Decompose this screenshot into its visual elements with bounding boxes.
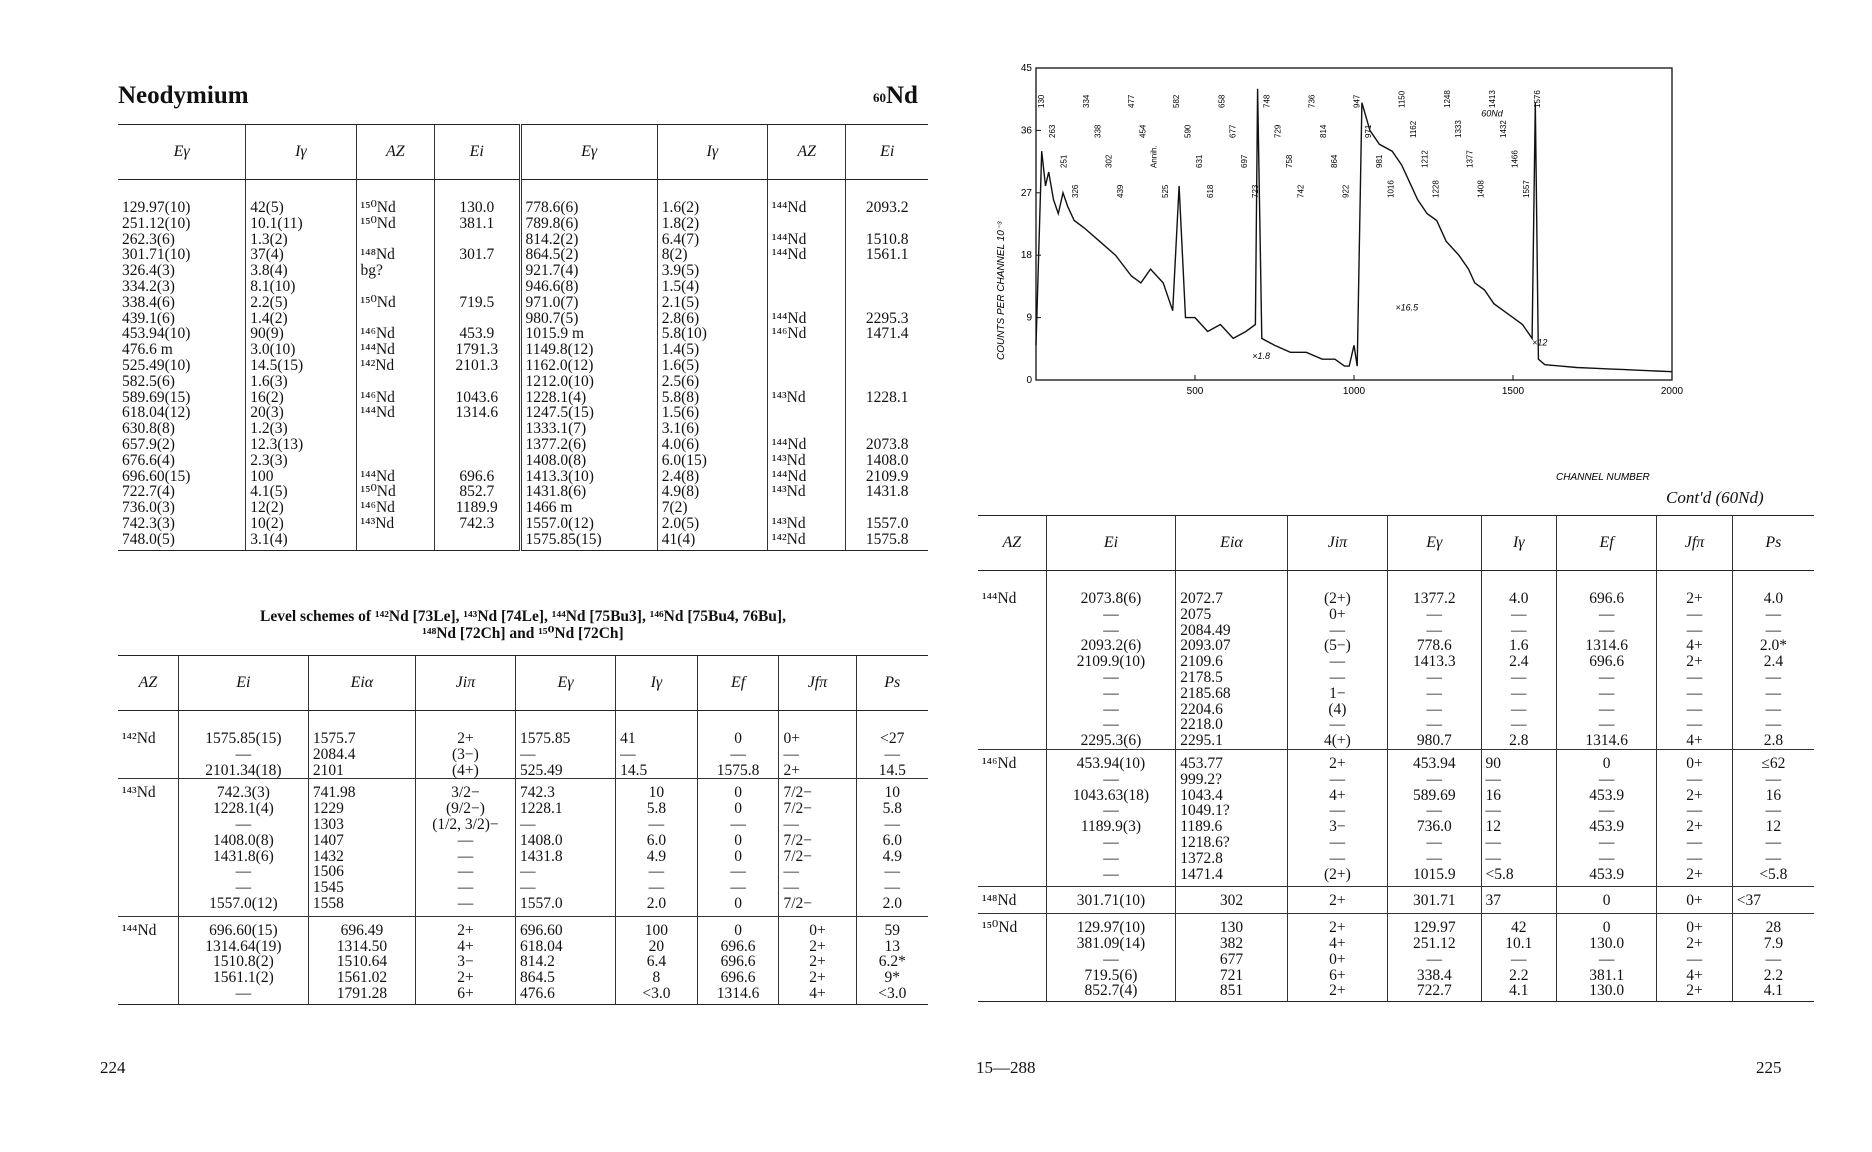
group-ji: 2+ 4+ 3− 2+ 6+ bbox=[415, 916, 515, 1004]
level-group-146nd bbox=[978, 749, 1814, 886]
x-tick-label: 1000 bbox=[1342, 386, 1366, 397]
peak-label: 326 bbox=[1070, 184, 1080, 198]
element-label: Nd bbox=[886, 82, 918, 109]
ei-col-2: 2093.2 1510.8 1561.1 2295.3 1471.4 1228.1 2073.8 1408.0 2109.9 1431.8 1557.0 1575.8 bbox=[846, 180, 928, 551]
group-az: ¹⁴²Nd bbox=[122, 730, 156, 747]
peak-label: 525 bbox=[1161, 184, 1170, 198]
group-ei: 129.97(10) 381.09(14) — 719.5(6) 852.7(4) bbox=[1046, 914, 1176, 1002]
group-az: ¹⁴⁴Nd bbox=[982, 590, 1017, 607]
peak-label: 736 bbox=[1307, 94, 1317, 108]
group-ef: 0 — 453.9 — 453.9 — — 453.9 bbox=[1557, 749, 1657, 886]
group-i-gamma: 37 bbox=[1481, 887, 1556, 914]
header-i-gamma: Iγ bbox=[1481, 516, 1556, 571]
y-tick-label: 18 bbox=[1020, 250, 1032, 262]
header-ef: Ef bbox=[1557, 516, 1657, 571]
x-tick-label: 500 bbox=[1186, 386, 1204, 397]
peak-label: 1576 bbox=[1533, 90, 1542, 108]
atomic-number: 60 bbox=[873, 90, 886, 105]
group-i-gamma: 100 20 6.4 8 <3.0 bbox=[616, 916, 698, 1004]
group-ei-alpha: 302 bbox=[1176, 887, 1288, 914]
group-e-gamma: 453.94 — 589.69 — 736.0 — — 1015.9 bbox=[1388, 749, 1482, 886]
header-az: AZ bbox=[978, 516, 1046, 571]
gamma-table-body bbox=[118, 180, 928, 551]
gamma-table bbox=[118, 124, 928, 551]
gamma-spectrum-chart bbox=[986, 60, 1726, 480]
peak-label: 1016 bbox=[1386, 180, 1396, 198]
peak-label: 1466 bbox=[1510, 150, 1520, 168]
group-az: ¹⁴³Nd bbox=[118, 779, 178, 916]
group-i-gamma: 4.0 — — 1.6 2.4 — — — — 2.8 bbox=[1481, 571, 1556, 750]
group-jf: 0+ 2+ 2+ 2+ 4+ bbox=[779, 916, 856, 1004]
group-ps: ≤62 — 16 — 12 — — <5.8 bbox=[1732, 749, 1814, 886]
e-gamma-col: 129.97(10) 251.12(10) 262.3(6) 301.71(10) 326.4(3) 334.2(3) 338.4(6) 439.1(6) 453.94(10) 476.6 m 525.49(10) 582.5(6) 589.69(15) 618.04(12) 630.8(8) 657.9(2) 676.6(4) 696.60(15) 722.7(4) 736.0(3) 742.3(3) 748.0(5) bbox=[118, 180, 246, 551]
level-table-header bbox=[118, 656, 928, 711]
group-ei: 453.94(10) — 1043.63(18) — 1189.9(3) — — — bbox=[1046, 749, 1176, 886]
level-group-150nd bbox=[978, 914, 1814, 1002]
group-az: ¹⁴⁸Nd bbox=[978, 887, 1046, 914]
group-e-gamma: 129.97 251.12 — 338.4 722.7 bbox=[1388, 914, 1482, 1002]
group-ji: 2+ bbox=[1287, 887, 1387, 914]
peak-label: 334 bbox=[1082, 94, 1091, 108]
group-jf: 0+ 2+ — 4+ 2+ bbox=[1657, 914, 1732, 1002]
chart-annotations bbox=[1252, 109, 1547, 362]
y-tick-label: 0 bbox=[1026, 375, 1032, 386]
header-e-gamma-2: Eγ bbox=[520, 125, 657, 180]
header-e-gamma: Eγ bbox=[515, 656, 615, 711]
chart-axes bbox=[1036, 68, 1672, 380]
group-jf: 0+ — 2+ — 2+ — — 2+ bbox=[1657, 749, 1732, 886]
group-jf: 2+ — — 4+ 2+ — — — — 4+ bbox=[1657, 571, 1732, 750]
peak-label: 723 bbox=[1251, 184, 1261, 198]
peak-label: 814 bbox=[1318, 124, 1328, 138]
group-i-gamma: 10 5.8 — 6.0 4.9 — — 2.0 bbox=[616, 779, 698, 916]
peak-label: 971 bbox=[1363, 124, 1373, 138]
element-symbol bbox=[873, 82, 918, 110]
level-schemes-caption bbox=[118, 608, 928, 642]
level-group-142nd bbox=[118, 711, 928, 779]
peak-label: 981 bbox=[1375, 154, 1385, 168]
peak-label: 338 bbox=[1093, 124, 1103, 138]
peak-label: 677 bbox=[1228, 124, 1238, 138]
header-i-gamma: Iγ bbox=[616, 656, 698, 711]
az-col: ¹⁵⁰Nd ¹⁵⁰Nd ¹⁴⁸Nd bg? ¹⁵⁰Nd ¹⁴⁶Nd ¹⁴⁴Nd ¹⁴²Nd ¹⁴⁶Nd ¹⁴⁴Nd ¹⁴⁴Nd ¹⁵⁰Nd ¹⁴⁶Nd ¹⁴³Nd bbox=[356, 180, 434, 551]
peak-label: 1557 bbox=[1521, 180, 1531, 198]
header-ei: Ei bbox=[435, 125, 521, 180]
group-ei-alpha: 1575.7 2084.4 2101 bbox=[308, 711, 415, 779]
page-number: 224 bbox=[100, 1058, 126, 1077]
header-ef: Ef bbox=[697, 656, 779, 711]
y-axis-label: COUNTS PER CHANNEL 10⁻³ bbox=[996, 221, 1007, 360]
peak-label: 1377 bbox=[1465, 150, 1475, 168]
group-ji: 3/2− (9/2−) (1/2, 3/2)− — — — — — bbox=[415, 779, 515, 916]
peak-label: 618 bbox=[1206, 184, 1216, 198]
x-tick-label: 1500 bbox=[1501, 386, 1525, 397]
group-ps: 10 5.8 — 6.0 4.9 — — 2.0 bbox=[856, 779, 928, 916]
group-ei: 1575.85(15) — 2101.34(18) bbox=[178, 711, 308, 779]
y-tick-label: 9 bbox=[1026, 312, 1032, 324]
header-e-gamma: Eγ bbox=[1388, 516, 1482, 571]
group-az: ¹⁴⁴Nd bbox=[118, 916, 178, 1004]
peak-label: 454 bbox=[1138, 124, 1148, 138]
chart-annotation: ×16.5 bbox=[1395, 302, 1419, 313]
y-tick-label: 45 bbox=[1020, 63, 1032, 74]
group-i-gamma: 42 10.1 — 2.2 4.1 bbox=[1481, 914, 1556, 1002]
header-i-gamma: Iγ bbox=[246, 125, 356, 180]
group-ps: 28 7.9 — 2.2 4.1 bbox=[1732, 914, 1814, 1002]
group-jf: 7/2− 7/2− — 7/2− 7/2− — — 7/2− bbox=[779, 779, 856, 916]
peak-label: 1212 bbox=[1420, 150, 1430, 168]
group-jf: 0+ — 2+ bbox=[779, 711, 856, 779]
peak-label: 302 bbox=[1104, 154, 1114, 168]
group-ji: (2+) 0+ — (5−) — — 1− (4) — 4(+) bbox=[1287, 571, 1387, 750]
header-ei: Ei bbox=[178, 656, 308, 711]
i-gamma-col-2: 1.6(2) 1.8(2) 6.4(7) 8(2) 3.9(5) 1.5(4) 2.1(5) 2.8(6) 5.8(10) 1.4(5) 1.6(5) 2.5(6) 5.8(8) 1.5(6) 3.1(6) 4.0(6) 6.0(15) 2.4(8) 4.9(8) 7(2) 2.0(5) 41(4) bbox=[657, 180, 767, 551]
peak-label: 864 bbox=[1330, 154, 1340, 168]
group-e-gamma: 696.60 618.04 814.2 864.5 476.6 bbox=[515, 916, 615, 1004]
peak-label: 1408 bbox=[1476, 180, 1486, 198]
group-ei-alpha: 696.49 1314.50 1510.64 1561.02 1791.28 bbox=[308, 916, 415, 1004]
x-tick-label: 2000 bbox=[1660, 386, 1684, 397]
caption-line-2: ¹⁴⁸Nd [72Ch] and ¹⁵⁰Nd [72Ch] bbox=[422, 625, 624, 642]
group-ei: 2073.8(6) — — 2093.2(6) 2109.9(10) — — — — 2295.3(6) bbox=[1046, 571, 1176, 750]
peak-label: 1162 bbox=[1409, 120, 1418, 138]
peak-label: 1413 bbox=[1487, 90, 1497, 108]
az-col-2: ¹⁴⁴Nd ¹⁴⁴Nd ¹⁴⁴Nd ¹⁴⁴Nd ¹⁴⁶Nd ¹⁴³Nd ¹⁴⁴Nd ¹⁴³Nd ¹⁴⁴Nd ¹⁴³Nd ¹⁴³Nd ¹⁴²Nd bbox=[767, 180, 845, 551]
peak-label: 251 bbox=[1059, 154, 1069, 168]
header-jf: Jfπ bbox=[1657, 516, 1732, 571]
signature-mark: 15—288 bbox=[976, 1058, 1036, 1077]
group-ef: 0 0 — 0 0 — — 0 bbox=[697, 779, 779, 916]
peak-label: 263 bbox=[1048, 124, 1058, 138]
level-group-143nd bbox=[118, 779, 928, 916]
level-group-148nd bbox=[978, 887, 1814, 914]
group-i-gamma: 41 — 14.5 bbox=[616, 711, 698, 779]
page-title: Neodymium bbox=[118, 82, 249, 109]
group-ef: 0 bbox=[1557, 887, 1657, 914]
peak-label: 1150 bbox=[1397, 90, 1407, 108]
group-ji: 2+ (3−) (4+) bbox=[415, 711, 515, 779]
peak-label: 697 bbox=[1239, 154, 1249, 168]
e-gamma-col-2: 778.6(6) 789.8(6) 814.2(2) 864.5(2) 921.7(4) 946.6(8) 971.0(7) 980.7(5) 1015.9 m 1149.8(12) 1162.0(12) 1212.0(10) 1228.1(4) 1247.5(15) 1333.1(7) 1377.2(6) 1408.0(8) 1413.3(10) 1431.8(6) 1466 m 1557.0(12) 1575.85(15) bbox=[520, 180, 657, 551]
plot-frame bbox=[1036, 68, 1672, 380]
group-az: ¹⁴⁶Nd bbox=[978, 749, 1046, 886]
group-e-gamma: 301.71 bbox=[1388, 887, 1482, 914]
group-ji: 2+ — 4+ — 3− — — (2+) bbox=[1287, 749, 1387, 886]
group-i-gamma: 90 — 16 — 12 — — <5.8 bbox=[1481, 749, 1556, 886]
peak-label: 477 bbox=[1127, 94, 1137, 108]
peak-label: 1432 bbox=[1499, 120, 1509, 138]
i-gamma-col: 42(5) 10.1(11) 1.3(2) 37(4) 3.8(4) 8.1(10) 2.2(5) 1.4(2) 90(9) 3.0(10) 14.5(15) 1.6(3) 16(2) 20(3) 1.2(3) 12.3(13) 2.3(3) 100 4.1(5) 12(2) 10(2) 3.1(4) bbox=[246, 180, 356, 551]
group-ei: 742.3(3) 1228.1(4) — 1408.0(8) 1431.8(6) — — 1557.0(12) bbox=[178, 779, 308, 916]
header-ps: Ps bbox=[1732, 516, 1814, 571]
right-page bbox=[936, 0, 1872, 1152]
y-tick-label: 27 bbox=[1020, 187, 1032, 199]
header-ji: Jiπ bbox=[415, 656, 515, 711]
chart-annotation: ×1.8 bbox=[1252, 351, 1271, 362]
group-ei-alpha: 2072.7 2075 2084.49 2093.07 2109.6 2178.5 2185.68 2204.6 2218.0 2295.1 bbox=[1176, 571, 1288, 750]
peak-label: 748 bbox=[1262, 94, 1272, 108]
peak-label: 1228 bbox=[1431, 180, 1441, 198]
continued-label: Cont'd (60Nd) bbox=[1666, 488, 1764, 507]
header-ei-alpha: Eiα bbox=[1176, 516, 1288, 571]
header-az: AZ bbox=[118, 656, 178, 711]
peak-label: 1333 bbox=[1454, 120, 1464, 138]
level-group-144nd bbox=[118, 916, 928, 1004]
group-jf: 0+ bbox=[1657, 887, 1732, 914]
level-scheme-table-left bbox=[118, 655, 928, 1005]
group-ei: 696.60(15) 1314.64(19) 1510.8(2) 1561.1(2) — bbox=[178, 916, 308, 1004]
peak-label: 729 bbox=[1273, 124, 1283, 138]
group-e-gamma: 1575.85 — 525.49 bbox=[515, 711, 615, 779]
peak-label: 1248 bbox=[1442, 90, 1452, 108]
group-e-gamma: 1377.2 — — 778.6 1413.3 — — — — 980.7 bbox=[1388, 571, 1482, 750]
caption-line-1: Level schemes of ¹⁴²Nd [73Le], ¹⁴³Nd [74Le], ¹⁴⁴Nd [75Bu3], ¹⁴⁶Nd [75Bu4, 76Bu], bbox=[260, 608, 786, 625]
peak-label: 582 bbox=[1172, 94, 1182, 108]
peak-label: 590 bbox=[1183, 124, 1193, 138]
gamma-table-header bbox=[118, 125, 928, 180]
level-scheme-table-right bbox=[978, 515, 1814, 1002]
group-ef: 0 — 1575.8 bbox=[697, 711, 779, 779]
group-ef: 0 130.0 — 381.1 130.0 bbox=[1557, 914, 1657, 1002]
group-e-gamma: 742.3 1228.1 — 1408.0 1431.8 — — 1557.0 bbox=[515, 779, 615, 916]
y-tick-label: 36 bbox=[1020, 125, 1032, 137]
peak-label: 947 bbox=[1352, 94, 1362, 108]
group-ji: 2+ 4+ 0+ 6+ 2+ bbox=[1287, 914, 1387, 1002]
peak-label: 922 bbox=[1341, 184, 1351, 198]
chart-annotation: ×12 bbox=[1532, 337, 1548, 348]
header-az-2: AZ bbox=[767, 125, 845, 180]
page-number: 225 bbox=[1756, 1058, 1782, 1077]
group-ei: 301.71(10) bbox=[1046, 887, 1176, 914]
group-ps: 4.0 — — 2.0* 2.4 — — — — 2.8 bbox=[1732, 571, 1814, 750]
group-az: ¹⁵⁰Nd bbox=[978, 914, 1046, 1002]
group-ei-alpha: 130 382 677 721 851 bbox=[1176, 914, 1288, 1002]
chart-peak-labels bbox=[1037, 90, 1542, 198]
peak-label: 130 bbox=[1037, 94, 1046, 108]
peak-label: 758 bbox=[1285, 154, 1294, 168]
peak-label: Annih. bbox=[1149, 145, 1159, 168]
header-ei: Ei bbox=[1046, 516, 1176, 571]
level-group-144nd bbox=[978, 571, 1814, 750]
peak-label: 742 bbox=[1296, 184, 1306, 198]
group-ps: <37 bbox=[1732, 887, 1814, 914]
level-table-header bbox=[978, 516, 1814, 571]
group-ef: 696.6 — — 1314.6 696.6 — — — — 1314.6 bbox=[1557, 571, 1657, 750]
x-axis-label: CHANNEL NUMBER bbox=[1556, 472, 1650, 480]
header-ei-2: Ei bbox=[846, 125, 928, 180]
header-ei-alpha: Eiα bbox=[308, 656, 415, 711]
ei-col: 130.0 381.1 301.7 719.5 453.9 1791.3 2101.3 1043.6 1314.6 696.6 852.7 1189.9 742.3 bbox=[435, 180, 521, 551]
header-ji: Jiπ bbox=[1287, 516, 1387, 571]
group-ps: <27 — 14.5 bbox=[856, 711, 928, 779]
chart-ticks bbox=[1021, 63, 1684, 397]
group-ei-alpha: 453.77 999.2? 1043.4 1049.1? 1189.6 1218.6? 1372.8 1471.4 bbox=[1176, 749, 1288, 886]
peak-label: 631 bbox=[1194, 154, 1204, 168]
peak-label: 439 bbox=[1115, 184, 1125, 198]
spectrum-series-line bbox=[1036, 89, 1672, 372]
header-i-gamma-2: Iγ bbox=[657, 125, 767, 180]
header-az: AZ bbox=[356, 125, 434, 180]
header-e-gamma: Eγ bbox=[118, 125, 246, 180]
header-ps: Ps bbox=[856, 656, 928, 711]
peak-label: 658 bbox=[1217, 94, 1227, 108]
group-ps: 59 13 6.2* 9* <3.0 bbox=[856, 916, 928, 1004]
chart-annotation: 60Nd bbox=[1481, 108, 1503, 119]
group-ei-alpha: 741.98 1229 1303 1407 1432 1506 1545 1558 bbox=[308, 779, 415, 916]
header-jf: Jfπ bbox=[779, 656, 856, 711]
group-ef: 0 696.6 696.6 696.6 1314.6 bbox=[697, 916, 779, 1004]
